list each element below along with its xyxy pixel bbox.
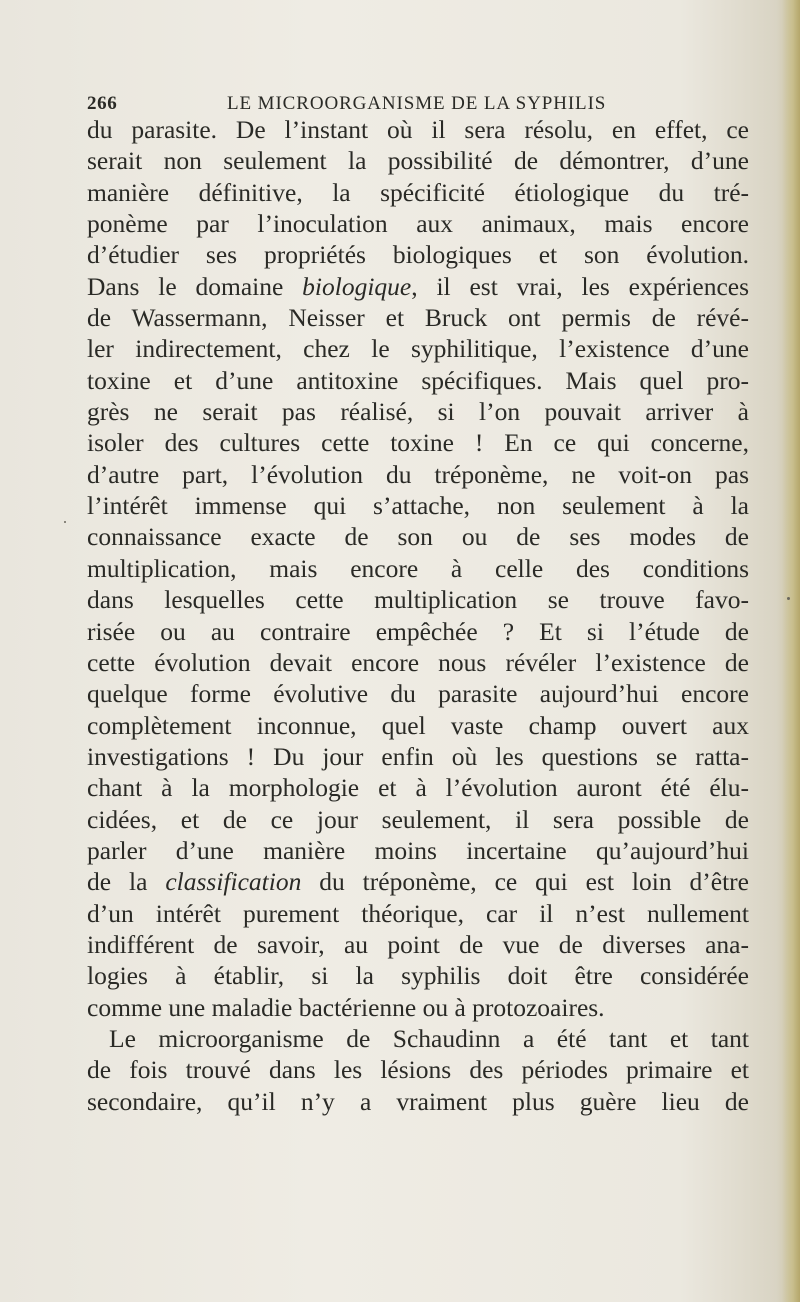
text-line: de la classification du tréponème, ce qui est loin d’être [87, 867, 749, 897]
text-line: serait non seulement la possibilité de démontrer, d’une [87, 146, 749, 176]
text-line: parler d’une manière moins incertaine qu’aujourd’hui [87, 835, 749, 865]
text-line: cidées, et de ce jour seulement, il sera possible de [87, 804, 749, 834]
text-line: toxine et d’une antitoxine spécifiques. Mais quel pro- [87, 365, 749, 395]
ink-speck [787, 597, 790, 600]
text-line: investigations ! Du jour enfin où les questions se ratta- [87, 741, 749, 771]
ink-speck [64, 521, 66, 523]
text-line: ponème par l’inoculation aux animaux, mais encore [87, 209, 749, 239]
text-line: de Wassermann, Neisser et Bruck ont permis de révé- [87, 303, 749, 333]
text-line: isoler des cultures cette toxine ! En ce qui concerne, [87, 428, 749, 458]
text-line: quelque forme évolutive du parasite aujourd’hui encore [87, 679, 749, 709]
text-line-paragraph-start: Le microorganisme de Schaudinn a été tant et tant [109, 1023, 749, 1053]
text-line: de fois trouvé dans les lésions des périodes primaire et [87, 1055, 749, 1085]
text-line: d’autre part, l’évolution du tréponème, ne voit-on pas [87, 459, 749, 489]
text-line: du parasite. De l’instant où il sera résolu, en effet, ce [87, 115, 749, 144]
text-line: d’étudier ses propriétés biologiques et son évolution. [87, 240, 749, 270]
text-line: logies à établir, si la syphilis doit être considérée [87, 961, 749, 991]
text-line: grès ne serait pas réalisé, si l’on pouvait arriver à [87, 397, 749, 427]
running-title: LE MICROORGANISME DE LA SYPHILIS [227, 93, 607, 114]
text-line: dans lesquelles cette multiplication se trouve favo- [87, 585, 749, 615]
text-line: l’intérêt immense qui s’attache, non seulement à la [87, 491, 749, 521]
text-line: d’un intérêt purement théorique, car il n’est nullement [87, 898, 749, 928]
text-line: chant à la morphologie et à l’évolution auront été élu- [87, 773, 749, 803]
text-line: connaissance exacte de son ou de ses modes de [87, 522, 749, 552]
italic-term: biologique [302, 271, 412, 301]
text-line: complètement inconnue, quel vaste champ ouvert aux [87, 710, 749, 740]
text-line: cette évolution devait encore nous révéler l’existence de [87, 647, 749, 677]
text-line: manière définitive, la spécificité étiologique du tré- [87, 177, 749, 207]
page-number: 266 [87, 93, 118, 114]
body-text [87, 114, 749, 1117]
text-line: comme une maladie bactérienne ou à protozoaires. [87, 992, 605, 1022]
italic-term: classification [165, 867, 302, 897]
text-line: Dans le domaine biologique, il est vrai, les expériences [87, 271, 750, 301]
text-line: multiplication, mais encore à celle des conditions [87, 553, 749, 583]
text-line: risée ou au contraire empêchée ? Et si l’étude de [87, 616, 749, 646]
text-line: indifférent de savoir, au point de vue de diverses ana- [87, 929, 749, 959]
text-line: secondaire, qu’il n’y a vraiment plus guère lieu de [87, 1086, 749, 1116]
page-edge-stain [782, 0, 800, 1302]
text-line: ler indirectement, chez le syphilitique, l’existence d’une [87, 334, 749, 364]
